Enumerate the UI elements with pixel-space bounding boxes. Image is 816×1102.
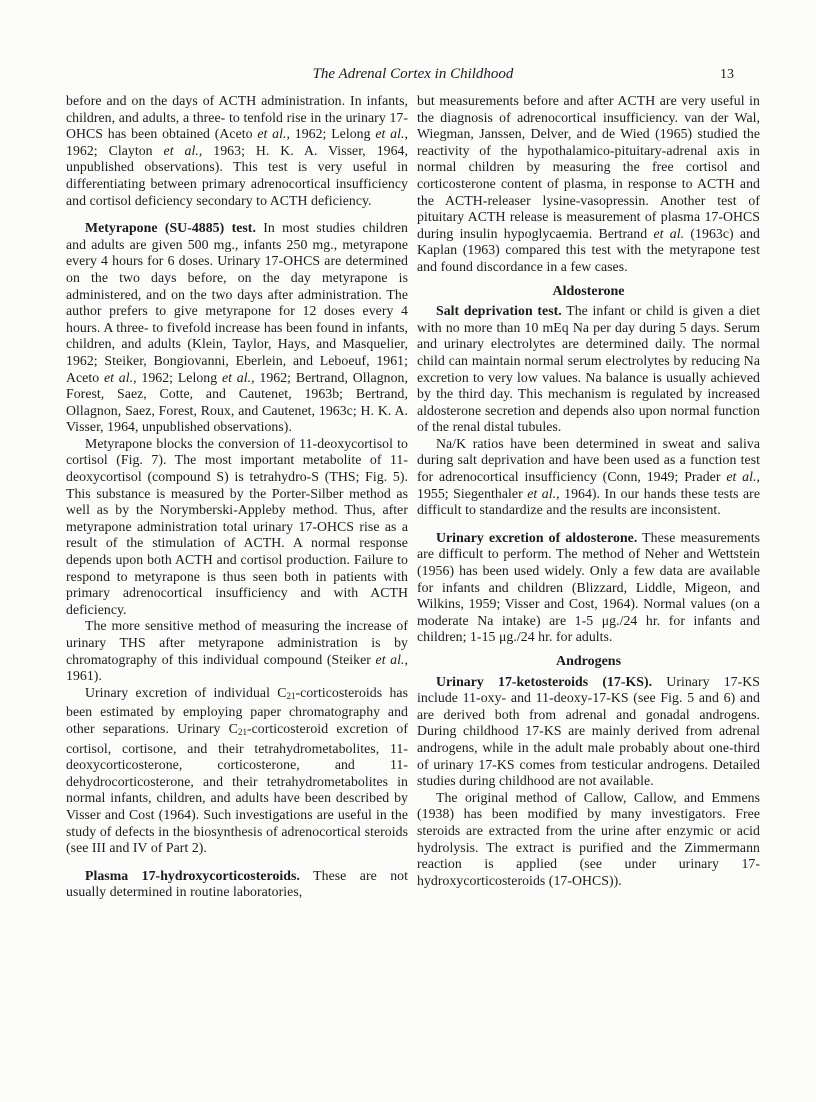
paragraph-plasma-17-hydroxycorticosteroids: Plasma 17-hydroxycorticosteroids. These are not usually determined in routine laboratories, (66, 867, 408, 900)
paragraph-urinary-17-ketosteroids: Urinary 17-ketosteroids (17-KS). Urinary 17-KS include 11-oxy- and 11-deoxy-17-KS (see Fig. 5 and 6) and are derived both from adrenal and gonadal androgens. During childhood 17-KS are mainly derived from adrenal androgens, while in the adult male probably about one-third of urinary 17-KS comes from testicular androgens. Detailed studies during childhood are not available. (417, 673, 760, 789)
paragraph-metyrapone-mechanism: Metyrapone blocks the conversion of 11-deoxycortisol to cortisol (Fig. 7). The most important metabolite of 11-deoxycortisol (compound S) is tetrahydro-S (THS; Fig. 5). This substance is measured by the Porter-Silber method as well as by the Norymberski-Appleby method. Thus, after metyrapone administration total urinary 17-OHCS rise as a result of the stimulation of ACTH. A normal response depends upon both ACTH and cortisol production. Failure to respond to metyrapone is thus seen both in patients with primary adrenocortical insufficiency and with ACTH deficiency. (66, 435, 408, 617)
section-heading-androgens: Androgens (555, 654, 622, 669)
paragraph-acth-measurements-continuation: but measurements before and after ACTH are very useful in the diagnosis of adrenocortical insufficiency. van der Wal, Wiegman, Janssen, Delver, and de Wied (1965) studied the reactivity of the hypothalamico-pituitary-adrenal axis in normal children by measuring the free cortisol and corticosterone content of plasma, in response to ACTH and the ACTH-releaser lysine-vasopressin. Another test of pituitary ACTH release is measurement of plasma 17-OHCS during insulin hypoglycaemia. Bertrand et al. (1963c) and Kaplan (1963) compared this test with the metyrapone test and found discordance in a few cases. (417, 93, 761, 274)
left-column (66, 93, 408, 901)
paragraph-na-k-ratios: Na/K ratios have been determined in sweat and saliva during salt deprivation and have been used as a function test for adrenocortical insufficiency (Conn, 1949; Prader et al., 1955; Siegenthaler et al., 1964). In our hands these tests are difficult to standardize and the results are inconsistent. (417, 435, 761, 518)
section-heading-aldosterone: Aldosterone (552, 283, 625, 299)
right-column (417, 93, 760, 889)
paragraph-c21-corticosteroids: Urinary excretion of individual C21-corticosteroids has been estimated by employing paper chromatography and other separations. Urinary C21-corticosteroid excretion of cortisol, cortisone, and their tetrahydrometabolites, 11-deoxycorticosterone, corticosterone, and 11-dehydrocorticosterone, and their tetrahydrometabolites in normal infants, children, and adults have been described by Visser and Cost (1964). Such investigations are useful in the study of defects in the biosynthesis of adrenocortical steroids (see III and IV of Part 2). (66, 684, 408, 856)
two-column-text-body (66, 93, 760, 901)
paragraph-metyrapone-su4885-test: Metyrapone (SU-4885) test. In most studies children and adults are given 500 mg., infants 250 mg., metyrapone every 4 hours for 6 doses. Urinary 17-OHCS are determined on the two days before, on the day metyrapone is administered, and on the two days after administration. The author prefers to give metyrapone for 12 doses every 4 hours. A three- to fivefold increase has been found in infants, children, and adults (Klein, Taylor, Hays, and Masquelier, 1962; Steiker, Bongiovanni, Eberlein, and Leboeuf, 1961; Aceto et al., 1962; Lelong et al., 1962; Bertrand, Ollagnon, Forest, Saez, Cotte, and Cautenet, 1963b; Bertrand, Ollagnon, Saez, Forest, Roux, and Cautenet, 1963c; H. K. A. Visser, 1964, unpublished observations). (66, 220, 409, 435)
paragraph-callow-method: The original method of Callow, Callow, and Emmens (1938) has been modified by many investigators. Free steroids are extracted from the urine after enzymic or acid hydrolysis. The extract is purified and the Zimmermann reaction is applied (see under urinary 17-hydroxycorticosteroids (17-OHCS)). (417, 789, 760, 888)
paragraph-salt-deprivation-test: Salt deprivation test. The infant or child is given a diet with no more than 10 mEq Na per day during 5 days. Serum and urinary electrolytes are determined daily. The normal child can maintain normal serum electrolytes by reducing Na excretion to very low values. Na balance is usually achieved by the third day. This mechanism is regulated by increased aldosterone secretion and depends also upon normal function of the renal distal tubules. (417, 303, 760, 435)
paragraph-acth-administration-continuation: before and on the days of ACTH administration. In infants, children, and adults, a three- to tenfold rise in the urinary 17-OHCS has been obtained (Aceto et al., 1962; Lelong et al., 1962; Clayton et al., 1963; H. K. A. Visser, 1964, unpublished observations). This test is very useful in differentiating between primary adrenocortical insufficiency and cortisol deficiency secondary to ACTH deficiency. (66, 93, 409, 208)
paragraph-urinary-ths-chromatography: The more sensitive method of measuring the increase of urinary THS after metyrapone administration is by chromatography of this individual compound (Steiker et al., 1961). (66, 618, 408, 684)
page-number: 13 (720, 67, 734, 82)
page-header (66, 65, 760, 83)
paragraph-urinary-excretion-aldosterone: Urinary excretion of aldosterone. These measurements are difficult to perform. The method of Neher and Wettstein (1956) has been used widely. Only a few data are available for infants and children (Blizzard, Liddle, Migeon, and Wilkins, 1959; Visser and Cost, 1964). Normal values (on a moderate Na intake) are 1-5 μg./24 hr. for infants and children; 1-15 μg./24 hr. for adults. (417, 529, 760, 645)
running-title: The Adrenal Cortex in Childhood (312, 66, 514, 82)
